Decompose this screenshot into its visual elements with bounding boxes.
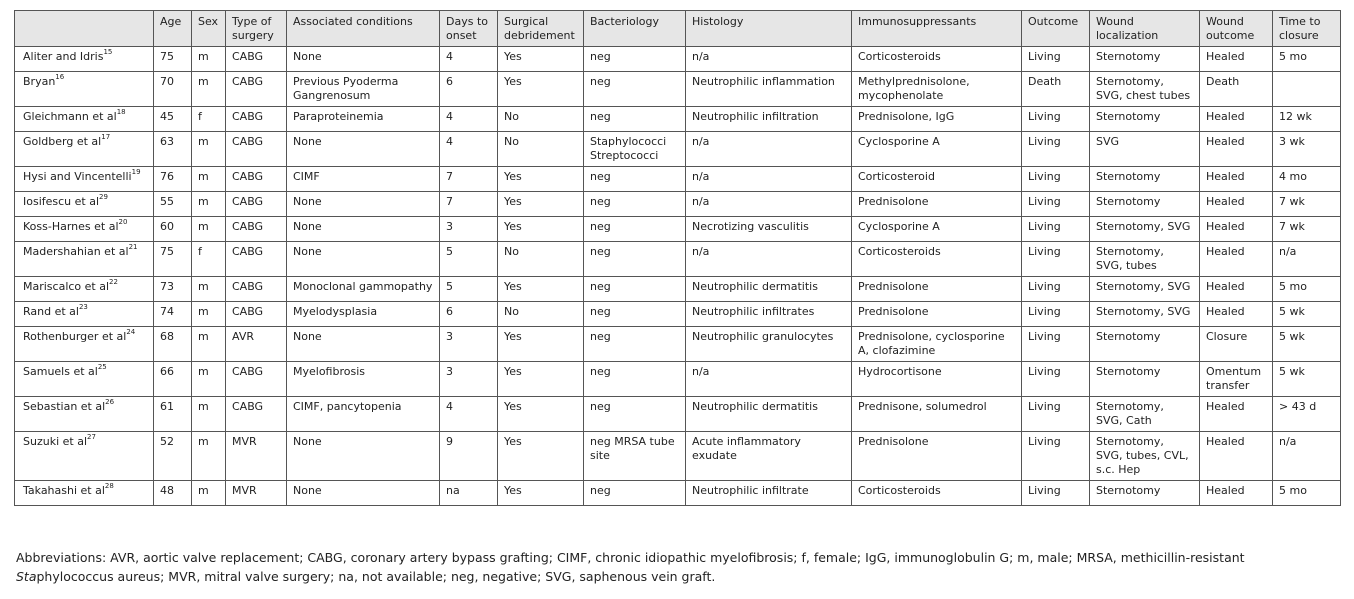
table-cell: 4 mo <box>1273 167 1341 192</box>
table-cell: neg <box>584 327 686 362</box>
footnote-italic: Sta <box>16 569 37 584</box>
footnote-line-2: phylococcus aureus; MVR, mitral valve surgery; na, not available; neg, negative; SVG, saphenous vein graft. <box>36 569 716 584</box>
table-cell: neg <box>584 242 686 277</box>
study-cell <box>15 302 154 327</box>
column-header: Time to closure <box>1273 11 1341 47</box>
table-cell: 6 <box>440 72 498 107</box>
reference-number: 28 <box>104 482 114 490</box>
table-cell: 7 wk <box>1273 192 1341 217</box>
table-cell: Living <box>1022 277 1090 302</box>
table-cell: Living <box>1022 242 1090 277</box>
table-cell: 48 <box>154 481 192 506</box>
study-cell <box>15 432 154 481</box>
table-cell: Healed <box>1200 192 1273 217</box>
table-cell: Neutrophilic infiltrates <box>686 302 852 327</box>
table-cell: Methylprednisolone, mycophenolate <box>852 72 1022 107</box>
table-cell: n/a <box>686 47 852 72</box>
table-cell: CABG <box>226 302 287 327</box>
table-cell: Prednisolone <box>852 192 1022 217</box>
table-cell: Sternotomy, SVG <box>1090 302 1200 327</box>
table-cell: n/a <box>686 167 852 192</box>
table-cell: Neutrophilic dermatitis <box>686 397 852 432</box>
table-cell: Yes <box>498 432 584 481</box>
study-name: Goldberg et al <box>23 135 102 148</box>
table-cell: 73 <box>154 277 192 302</box>
table-cell: Living <box>1022 217 1090 242</box>
table-body <box>15 47 1341 506</box>
table-cell: 52 <box>154 432 192 481</box>
table-cell: n/a <box>686 242 852 277</box>
study-cell <box>15 192 154 217</box>
table-cell: m <box>192 327 226 362</box>
column-header <box>15 11 154 47</box>
table-cell: No <box>498 242 584 277</box>
table-cell: Sternotomy <box>1090 362 1200 397</box>
table-cell: neg MRSA tube site <box>584 432 686 481</box>
reference-number: 29 <box>99 193 108 201</box>
table-cell: 63 <box>154 132 192 167</box>
table-cell: neg <box>584 47 686 72</box>
column-header: Associated conditions <box>287 11 440 47</box>
table-cell: Prednisolone <box>852 277 1022 302</box>
table-cell: n/a <box>686 192 852 217</box>
study-cell <box>15 132 154 167</box>
study-cell <box>15 217 154 242</box>
table-cell: 3 <box>440 217 498 242</box>
table-cell: Healed <box>1200 397 1273 432</box>
table-cell: 74 <box>154 302 192 327</box>
table-cell: Yes <box>498 277 584 302</box>
table-cell: Living <box>1022 302 1090 327</box>
table-cell: CABG <box>226 47 287 72</box>
table-row <box>15 302 1341 327</box>
table-row <box>15 432 1341 481</box>
table-row <box>15 132 1341 167</box>
table-cell: n/a <box>1273 432 1341 481</box>
table-cell: None <box>287 481 440 506</box>
reference-number: 21 <box>128 243 138 251</box>
table-cell: None <box>287 132 440 167</box>
table-cell: n/a <box>686 362 852 397</box>
study-name: Koss-Harnes et al <box>23 220 119 233</box>
table-cell: Sternotomy <box>1090 481 1200 506</box>
table-cell: 3 <box>440 327 498 362</box>
table-cell: Corticosteroids <box>852 47 1022 72</box>
study-name: Madershahian et al <box>23 245 129 258</box>
table-cell: m <box>192 47 226 72</box>
reference-number: 24 <box>126 328 136 336</box>
table-cell: 5 wk <box>1273 362 1341 397</box>
table-cell: None <box>287 242 440 277</box>
table-cell: 5 mo <box>1273 47 1341 72</box>
study-cell <box>15 397 154 432</box>
table-cell: Living <box>1022 481 1090 506</box>
reference-number: 23 <box>78 303 88 311</box>
table-cell: Healed <box>1200 107 1273 132</box>
table-cell: m <box>192 397 226 432</box>
table-cell: Neutrophilic infiltrate <box>686 481 852 506</box>
column-header: Outcome <box>1022 11 1090 47</box>
case-reports-table <box>14 10 1341 506</box>
column-header: Type of surgery <box>226 11 287 47</box>
study-name: Takahashi et al <box>23 484 105 497</box>
table-cell: Healed <box>1200 217 1273 242</box>
table-cell: Closure <box>1200 327 1273 362</box>
table-cell: MVR <box>226 432 287 481</box>
table-cell: Cyclosporine A <box>852 132 1022 167</box>
study-name: Mariscalco et al <box>23 280 110 293</box>
table-row <box>15 397 1341 432</box>
table-cell: Corticosteroid <box>852 167 1022 192</box>
table-cell: Sternotomy, SVG <box>1090 217 1200 242</box>
table-cell: 76 <box>154 167 192 192</box>
study-name: Bryan <box>23 75 56 88</box>
footnote-line-1: Abbreviations: AVR, aortic valve replacement; CABG, coronary artery bypass grafting; CIMF, chronic idiopathic myelofibrosis; f, female; IgG, immunoglobulin G; m, male; MRSA, methicillin-resistant <box>16 550 1245 565</box>
table-cell: Neutrophilic dermatitis <box>686 277 852 302</box>
column-header: Days to onset <box>440 11 498 47</box>
table-cell: Hydrocortisone <box>852 362 1022 397</box>
study-name: Sebastian et al <box>23 400 106 413</box>
table-cell: na <box>440 481 498 506</box>
abbreviations-footnote <box>16 548 1336 586</box>
table-cell: 5 <box>440 277 498 302</box>
table-cell: 5 mo <box>1273 277 1341 302</box>
table-cell: AVR <box>226 327 287 362</box>
table-row <box>15 192 1341 217</box>
table-row <box>15 107 1341 132</box>
table-cell: 55 <box>154 192 192 217</box>
table-cell: Sternotomy <box>1090 107 1200 132</box>
table-cell: Prednisolone, IgG <box>852 107 1022 132</box>
table-row <box>15 167 1341 192</box>
table-cell: CABG <box>226 217 287 242</box>
table-cell: neg <box>584 397 686 432</box>
table-cell: m <box>192 167 226 192</box>
table-cell: Yes <box>498 362 584 397</box>
table-cell: Living <box>1022 132 1090 167</box>
table-cell: m <box>192 72 226 107</box>
table-cell: m <box>192 481 226 506</box>
table-cell: Staphylococci Streptococci <box>584 132 686 167</box>
table-cell: SVG <box>1090 132 1200 167</box>
table-cell: Living <box>1022 362 1090 397</box>
table-cell: Sternotomy <box>1090 327 1200 362</box>
study-cell <box>15 47 154 72</box>
table-cell: 45 <box>154 107 192 132</box>
table-cell: neg <box>584 192 686 217</box>
table-cell: Death <box>1200 72 1273 107</box>
table-cell: Sternotomy, SVG, chest tubes <box>1090 72 1200 107</box>
table-cell: Prednisone, solumedrol <box>852 397 1022 432</box>
table-cell: Myelofibrosis <box>287 362 440 397</box>
table-cell: Living <box>1022 107 1090 132</box>
table-cell: Cyclosporine A <box>852 217 1022 242</box>
table-cell: Previous Pyoderma Gangrenosum <box>287 72 440 107</box>
column-header: Wound localization <box>1090 11 1200 47</box>
reference-number: 22 <box>109 278 118 286</box>
table-cell: Healed <box>1200 302 1273 327</box>
table-cell: Sternotomy, SVG, tubes <box>1090 242 1200 277</box>
table-cell: Necrotizing vasculitis <box>686 217 852 242</box>
table-cell: Myelodysplasia <box>287 302 440 327</box>
table-cell: Sternotomy, SVG <box>1090 277 1200 302</box>
table-cell: m <box>192 432 226 481</box>
table-cell: Monoclonal gammopathy <box>287 277 440 302</box>
table-cell: Living <box>1022 47 1090 72</box>
table-cell: CABG <box>226 167 287 192</box>
table-cell: n/a <box>686 132 852 167</box>
table-cell: Yes <box>498 217 584 242</box>
table-cell: 60 <box>154 217 192 242</box>
table-cell: f <box>192 242 226 277</box>
study-name: Rothenburger et al <box>23 330 127 343</box>
table-cell: 12 wk <box>1273 107 1341 132</box>
reference-number: 18 <box>116 108 126 116</box>
table-cell: CABG <box>226 242 287 277</box>
table-cell: n/a <box>1273 242 1341 277</box>
table-row <box>15 481 1341 506</box>
table-cell: 7 <box>440 167 498 192</box>
table-cell: 7 <box>440 192 498 217</box>
column-header: Histology <box>686 11 852 47</box>
table-cell: Yes <box>498 397 584 432</box>
table-cell: Healed <box>1200 242 1273 277</box>
table-cell: 68 <box>154 327 192 362</box>
table-cell: Corticosteroids <box>852 242 1022 277</box>
table-cell: m <box>192 277 226 302</box>
reference-number: 27 <box>87 433 96 441</box>
table-cell: Sternotomy, SVG, Cath <box>1090 397 1200 432</box>
column-header: Sex <box>192 11 226 47</box>
table-cell: Prednisolone <box>852 432 1022 481</box>
table-cell: f <box>192 107 226 132</box>
table-cell: CIMF <box>287 167 440 192</box>
table-cell: Sternotomy <box>1090 192 1200 217</box>
table-cell: None <box>287 327 440 362</box>
table-cell: Living <box>1022 397 1090 432</box>
reference-number: 25 <box>97 363 107 371</box>
column-header: Immunosuppressants <box>852 11 1022 47</box>
table-cell: 3 <box>440 362 498 397</box>
table-cell: neg <box>584 302 686 327</box>
study-cell <box>15 481 154 506</box>
table-cell: None <box>287 217 440 242</box>
reference-number: 19 <box>131 168 141 176</box>
table-cell: neg <box>584 481 686 506</box>
study-cell <box>15 277 154 302</box>
table-cell: Living <box>1022 192 1090 217</box>
table-cell: MVR <box>226 481 287 506</box>
study-name: Hysi and Vincentelli <box>23 170 132 183</box>
table-cell: Yes <box>498 192 584 217</box>
table-cell: CABG <box>226 362 287 397</box>
reference-number: 17 <box>101 133 111 141</box>
study-name: Suzuki et al <box>23 435 87 448</box>
table-cell: neg <box>584 107 686 132</box>
table-cell: Yes <box>498 47 584 72</box>
table-cell: Sternotomy <box>1090 167 1200 192</box>
table-cell: 5 wk <box>1273 302 1341 327</box>
reference-number: 16 <box>55 73 65 81</box>
table-cell: 6 <box>440 302 498 327</box>
table-row <box>15 242 1341 277</box>
table-cell: CABG <box>226 72 287 107</box>
table-cell: Corticosteroids <box>852 481 1022 506</box>
column-header: Surgical debridement <box>498 11 584 47</box>
table-cell: 5 wk <box>1273 327 1341 362</box>
study-cell <box>15 167 154 192</box>
table-cell: neg <box>584 167 686 192</box>
table-cell: CABG <box>226 132 287 167</box>
column-header: Bacteriology <box>584 11 686 47</box>
table-cell: CABG <box>226 107 287 132</box>
table-cell: neg <box>584 362 686 397</box>
table-cell: 4 <box>440 397 498 432</box>
table-cell: 66 <box>154 362 192 397</box>
table-cell: > 43 d <box>1273 397 1341 432</box>
table-cell: neg <box>584 217 686 242</box>
table-cell: 9 <box>440 432 498 481</box>
table-cell: Living <box>1022 167 1090 192</box>
table-row <box>15 72 1341 107</box>
table-cell: 75 <box>154 47 192 72</box>
table-cell: Neutrophilic granulocytes <box>686 327 852 362</box>
table-cell: Living <box>1022 432 1090 481</box>
table-cell: Neutrophilic infiltration <box>686 107 852 132</box>
table-cell: No <box>498 107 584 132</box>
table-cell: Omentum transfer <box>1200 362 1273 397</box>
study-cell <box>15 107 154 132</box>
table-cell: Healed <box>1200 481 1273 506</box>
table-cell: Yes <box>498 327 584 362</box>
table-container <box>14 10 1340 506</box>
table-cell: 5 <box>440 242 498 277</box>
study-name: Aliter and Idris <box>23 50 104 63</box>
table-cell: 4 <box>440 132 498 167</box>
table-row <box>15 362 1341 397</box>
table-cell: Healed <box>1200 132 1273 167</box>
table-cell: m <box>192 132 226 167</box>
table-cell: None <box>287 192 440 217</box>
table-cell: Prednisolone, cyclosporine A, clofazimine <box>852 327 1022 362</box>
study-name: Gleichmann et al <box>23 110 117 123</box>
study-cell <box>15 72 154 107</box>
table-cell: 75 <box>154 242 192 277</box>
table-cell: m <box>192 362 226 397</box>
table-cell: neg <box>584 277 686 302</box>
table-cell: 3 wk <box>1273 132 1341 167</box>
table-cell: Prednisolone <box>852 302 1022 327</box>
column-header: Age <box>154 11 192 47</box>
table-cell: neg <box>584 72 686 107</box>
table-cell: No <box>498 302 584 327</box>
study-cell <box>15 362 154 397</box>
table-cell: No <box>498 132 584 167</box>
study-cell <box>15 242 154 277</box>
table-cell: Acute inflammatory exudate <box>686 432 852 481</box>
reference-number: 26 <box>105 398 115 406</box>
table-cell: CIMF, pancytopenia <box>287 397 440 432</box>
table-cell: Yes <box>498 167 584 192</box>
study-name: Iosifescu et al <box>23 195 100 208</box>
table-cell: 4 <box>440 107 498 132</box>
column-header: Wound outcome <box>1200 11 1273 47</box>
table-row <box>15 327 1341 362</box>
table-cell: Healed <box>1200 432 1273 481</box>
table-cell: None <box>287 432 440 481</box>
study-cell <box>15 327 154 362</box>
table-cell: Yes <box>498 72 584 107</box>
table-cell: m <box>192 302 226 327</box>
table-cell: Healed <box>1200 47 1273 72</box>
table-cell <box>1273 72 1341 107</box>
table-cell: Healed <box>1200 167 1273 192</box>
table-cell: 4 <box>440 47 498 72</box>
table-cell: None <box>287 47 440 72</box>
table-cell: Yes <box>498 481 584 506</box>
table-cell: 61 <box>154 397 192 432</box>
table-cell: 7 wk <box>1273 217 1341 242</box>
table-cell: Sternotomy, SVG, tubes, CVL, s.c. Hep <box>1090 432 1200 481</box>
table-cell: 70 <box>154 72 192 107</box>
reference-number: 15 <box>103 48 113 56</box>
table-cell: m <box>192 192 226 217</box>
study-name: Rand et al <box>23 305 79 318</box>
table-cell: m <box>192 217 226 242</box>
table-cell: CABG <box>226 192 287 217</box>
reference-number: 20 <box>118 218 128 226</box>
table-cell: Living <box>1022 327 1090 362</box>
table-row <box>15 277 1341 302</box>
table-cell: Death <box>1022 72 1090 107</box>
study-name: Samuels et al <box>23 365 98 378</box>
table-cell: CABG <box>226 397 287 432</box>
table-cell: Healed <box>1200 277 1273 302</box>
table-cell: Neutrophilic inflammation <box>686 72 852 107</box>
table-cell: 5 mo <box>1273 481 1341 506</box>
table-cell: CABG <box>226 277 287 302</box>
table-row <box>15 47 1341 72</box>
table-cell: Paraproteinemia <box>287 107 440 132</box>
table-header-row <box>15 11 1341 47</box>
table-cell: Sternotomy <box>1090 47 1200 72</box>
table-row <box>15 217 1341 242</box>
